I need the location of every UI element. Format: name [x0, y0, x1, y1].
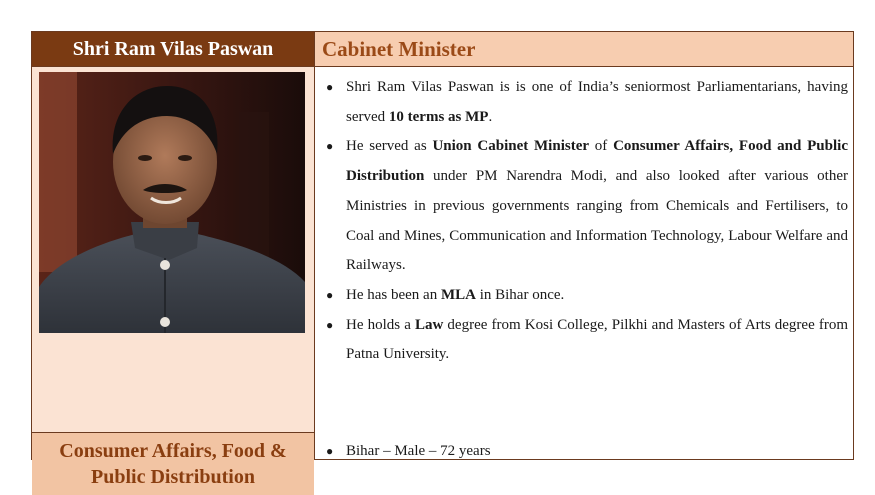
portfolio-label — [32, 432, 314, 495]
bullet-mla: ● He has been an MLA in Bihar once. — [322, 281, 848, 311]
bullet-dot-icon: ● — [326, 80, 334, 94]
minister-profile-card — [31, 31, 854, 488]
demographics-bullet — [322, 432, 848, 464]
profile-details-panel — [314, 66, 853, 459]
minister-role-header: Cabinet Minister — [314, 32, 853, 66]
bullet-parliamentarian: ● Shri Ram Vilas Paswan is is one of India’s seniormost Parliamentarians, having served 10 terms as MP. — [322, 73, 848, 132]
minister-portrait-photo — [39, 72, 305, 333]
bullet-dot-icon: ● — [326, 317, 334, 332]
profile-left-panel — [32, 66, 314, 488]
minister-name-header: Shri Ram Vilas Paswan — [32, 32, 314, 66]
bullet-dot-icon: ● — [326, 287, 334, 302]
portfolio-line-2: Public Distribution — [91, 466, 255, 488]
bullet-cabinet-minister: ● He served as Union Cabinet Minister of Consumer Affairs, Food and Public Distribution under PM Narendra Modi, and also looked after various other Ministries in previous governments ranging from Chemicals and Fertilisers, to Coal and Mines, Communication and Information Technology, Labour Welfare and Railways. — [322, 132, 848, 281]
demographics-text: Bihar – Male – 72 years — [346, 443, 491, 459]
portfolio-line-1: Consumer Affairs, Food & — [59, 440, 287, 462]
bullet-dot-icon: ● — [326, 444, 334, 458]
profile-bullet-list — [322, 73, 848, 370]
bullet-dot-icon: ● — [326, 139, 334, 154]
bullet-education: ● He holds a Law degree from Kosi College, Pilkhi and Masters of Arts degree from Patna University. — [322, 311, 848, 370]
